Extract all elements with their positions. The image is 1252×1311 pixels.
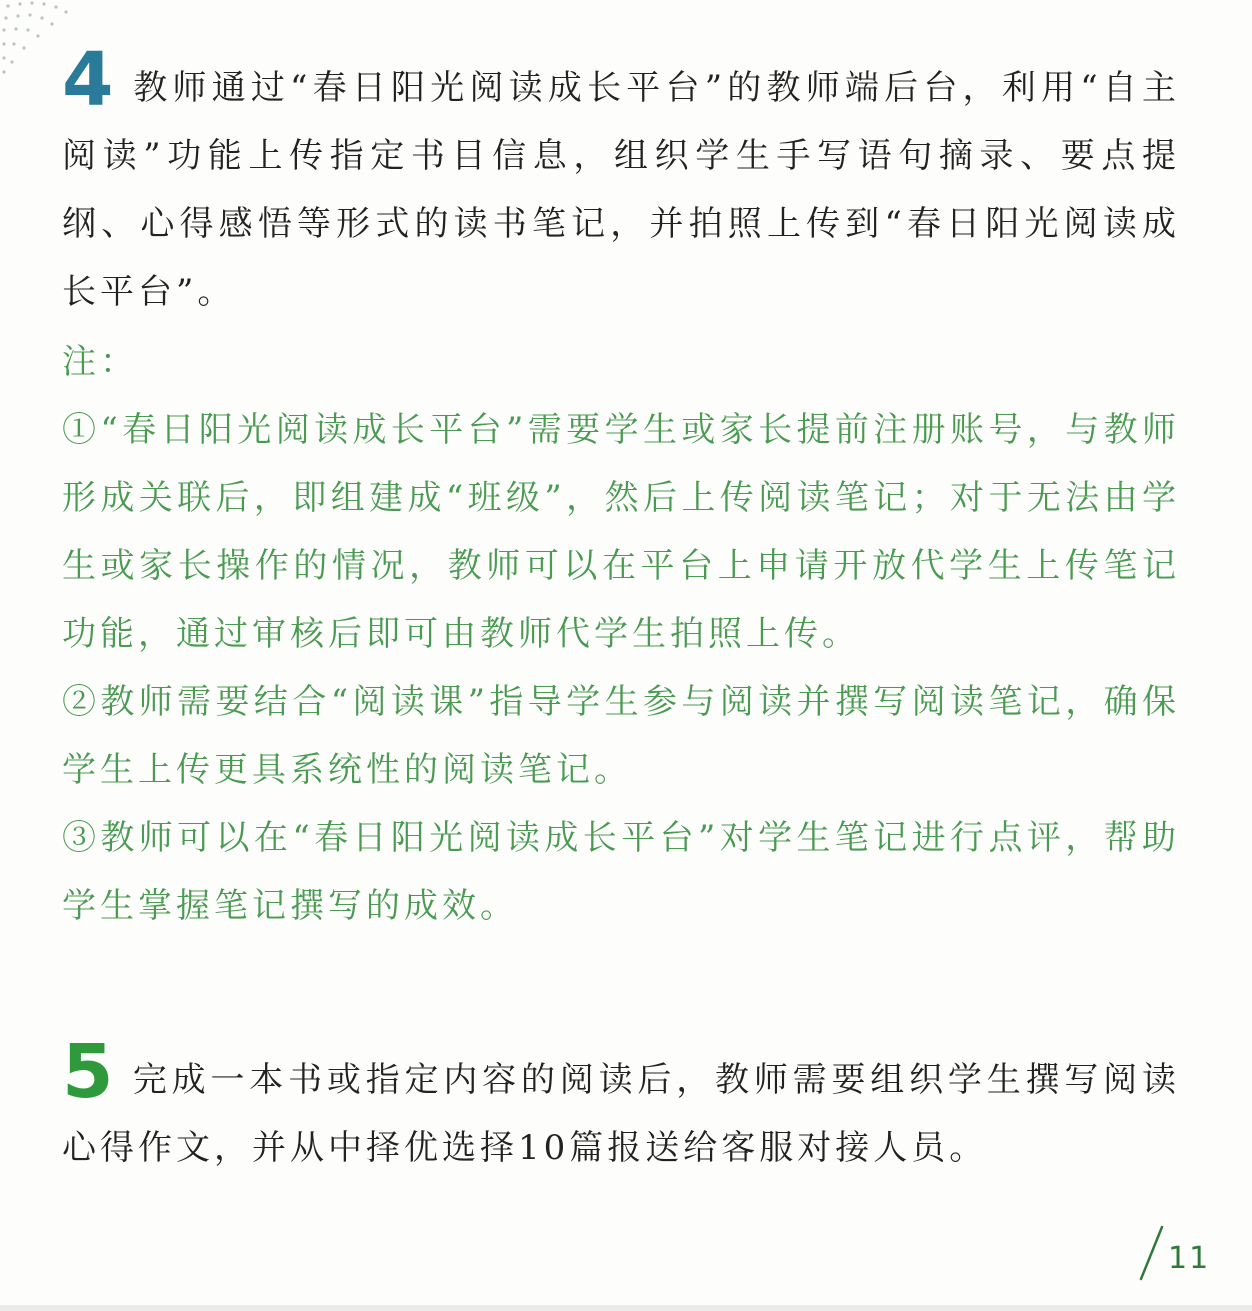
bottom-edge: [0, 1305, 1252, 1311]
note-item-1: ①“春日阳光阅读成长平台”需要学生或家长提前注册账号，与教师形成关联后，即组建成“班级”，然后上传阅读笔记；对于无法由学生或家长操作的情况，教师可以在平台上申请开放代学生上传笔记功能，通过审核后即可由教师代学生拍照上传。: [62, 410, 1180, 654]
step-5-section: [62, 1029, 1180, 1182]
page-number: [1118, 1225, 1228, 1281]
step-5-number: 5: [62, 1029, 114, 1115]
step-4-section: [62, 37, 1180, 326]
step-5-text: 完成一本书或指定内容的阅读后，教师需要组织学生撰写阅读心得作文，并从中择优选择10篇报送给客服对接人员。: [62, 1060, 1180, 1168]
note-section: [62, 328, 1180, 940]
step-4-paragraph: [62, 37, 1180, 326]
note-item-2: ②教师需要结合“阅读课”指导学生参与阅读并撰写阅读笔记，确保学生上传更具系统性的阅读笔记。: [62, 682, 1180, 790]
page-slash-icon: [1138, 1225, 1164, 1281]
step-5-paragraph: [62, 1029, 1180, 1182]
note-label: 注：: [62, 342, 138, 382]
note-item-3: ③教师可以在“春日阳光阅读成长平台”对学生笔记进行点评，帮助学生掌握笔记撰写的成效。: [62, 818, 1180, 926]
page-number-text: 11: [1168, 1241, 1211, 1276]
step-4-text: 教师通过“春日阳光阅读成长平台”的教师端后台，利用“自主阅读”功能上传指定书目信息，组织学生手写语句摘录、要点提纲、心得感悟等形式的读书笔记，并拍照上传到“春日阳光阅读成长平台”。: [62, 68, 1180, 312]
step-4-number: 4: [62, 37, 114, 123]
